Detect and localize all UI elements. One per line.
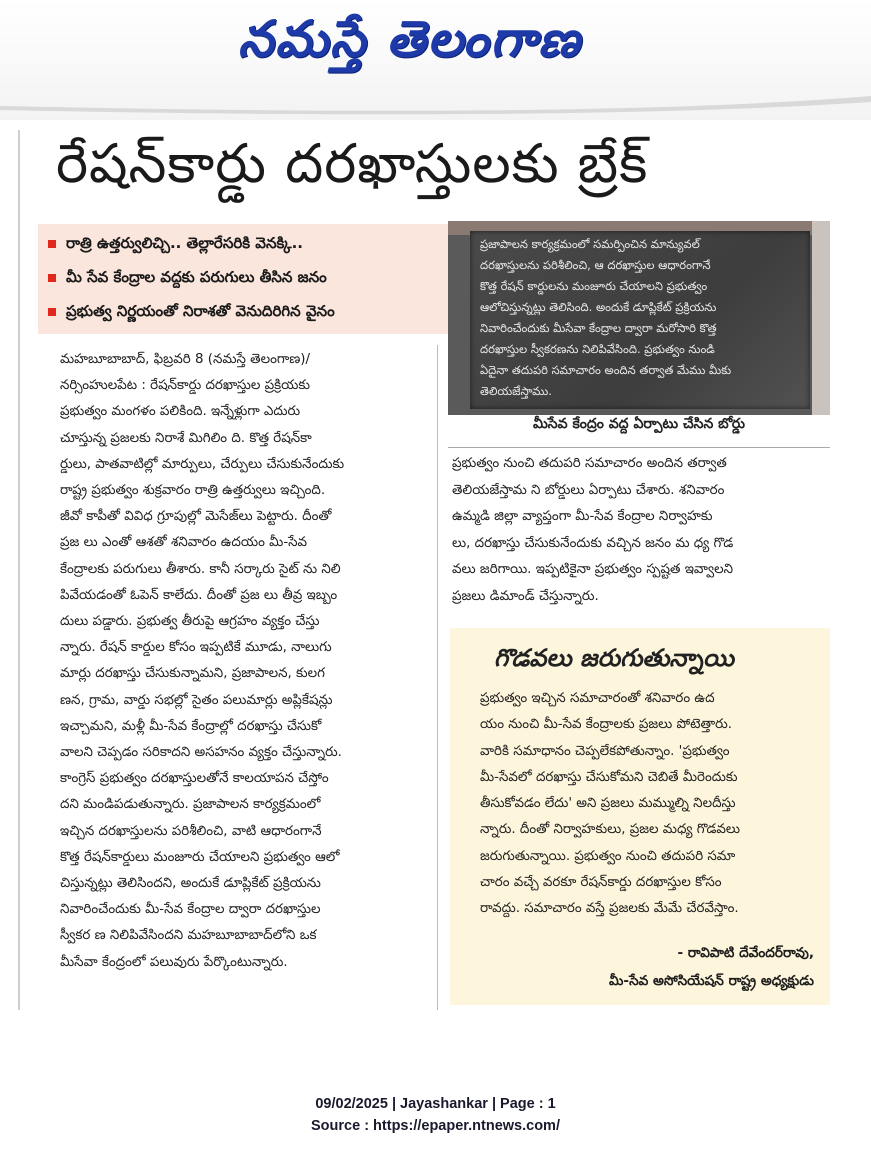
quote-box-title: గొడవలు జరుగుతున్నాయి bbox=[494, 644, 734, 672]
text-line: వాలని చెప్పడం సరికాదని అసహనం వ్యక్తం చేస్తున్నారు. bbox=[60, 745, 342, 761]
text-line: లు, దరఖాస్తు చేసుకునేందుకు వచ్చిన జనం మ ధ్య గొడ bbox=[452, 535, 734, 551]
text-line: తీసుకోవడం లేదు' అని ప్రజలు మమ్ముల్ని నిలదీస్తు bbox=[480, 796, 736, 812]
text-line: మీసేవా కేంద్రంలో పలువురు పేర్కొంటున్నారు. bbox=[60, 954, 288, 970]
column-divider bbox=[437, 345, 438, 1010]
quote-signature-name: - రావిపాటి దేవేందర్‌రావు, bbox=[677, 945, 814, 961]
text-line: ఇచ్చిన దరఖాస్తులను పరిశీలించి, వాటి ఆధారంగానే bbox=[60, 823, 322, 839]
text-line: పివేయడంతో ఓపెన్ కాలేదు. దీంతో ప్రజ లు తీవ్ర ఇబ్బం bbox=[60, 587, 338, 603]
text-line: స్వీకర ణ నిలిపివేసిందని మహబూబాబాద్‌లోని ఒక bbox=[60, 928, 317, 944]
text-line: కాంగ్రెస్ ప్రభుత్వం దరఖాస్తులతోనే కాలయాపన చేస్తోం bbox=[60, 771, 329, 787]
text-line: జరుగుతున్నాయి. ప్రభుత్వం నుంచి తదుపరి సమా bbox=[480, 848, 736, 864]
text-line: మార్లు దరఖాస్తు చేసుకున్నామని, ప్రజాపాలన, కులగ bbox=[60, 666, 325, 682]
newspaper-logo: నమస్తే తెలంగాణ bbox=[238, 10, 582, 68]
highlight-item: మీ సేవ కేంద్రాల వద్దకు పరుగులు తీసిన జనం bbox=[48, 268, 327, 290]
masthead-swoosh bbox=[0, 88, 871, 118]
quote-signature-title: మీ-సేవ అసోసియేషన్ రాష్ట్ర అధ్యక్షుడు bbox=[609, 973, 814, 989]
text-line: ప్రజలు డిమాండ్ చేస్తున్నారు. bbox=[452, 588, 599, 604]
photo-caption: మీసేవ కేంద్రం వద్ద ఏర్పాటు చేసిన బోర్డు bbox=[533, 416, 745, 432]
text-line: రాష్ట్ర ప్రభుత్వం శుక్రవారం రాత్రి ఉత్తర్వులు ఇచ్చింది. bbox=[60, 483, 326, 499]
text-line: ప్రభుత్వం నుంచి తదుపరి సమాచారం అందిన తర్వాత bbox=[452, 456, 727, 471]
text-line: కేంద్రాలకు పరుగులు తీశారు. కానీ సర్కారు సైట్ ను నిలి bbox=[60, 561, 341, 577]
text-line: వలు జరిగాయి. ఇప్పటికైనా ప్రభుత్వం స్పష్టత ఇవ్వాలని bbox=[452, 562, 733, 577]
text-line: నర్సింహులపేట : రేషన్‌కార్డు దరఖాస్తుల ప్రక్రియకు bbox=[60, 378, 311, 394]
page-footer bbox=[0, 1093, 871, 1137]
text-line: కొత్త రేషన్‌కార్డులు మంజూరు చేయాలని ప్రభుత్వం ఆలో bbox=[60, 849, 340, 865]
bullet-square-icon bbox=[48, 274, 56, 282]
footer-date-line: 09/02/2025 | Jayashankar | Page : 1 bbox=[315, 1096, 556, 1112]
text-line: రావద్దు. సమాచారం వస్తే ప్రజలకు మేమే చేరవేస్తాం. bbox=[480, 901, 739, 917]
text-line: దులు పడ్డారు. ప్రభుత్వ తీరుపై ఆగ్రహం వ్యక్తం చేస్తు bbox=[60, 614, 320, 630]
quote-box-body bbox=[480, 686, 816, 923]
text-line: తెలియజేస్తామ ని బోర్డులు ఏర్పాటు చేశారు. శనివారం bbox=[452, 482, 725, 498]
text-line: ఇచ్చామని, మళ్లీ మీ-సేవ కేంద్రాల్లో దరఖాస్తు చేసుకో bbox=[60, 718, 322, 734]
text-line: చూస్తున్న ప్రజలకు నిరాశే మిగిలిం ది. కొత్త రేషన్‌కా bbox=[60, 430, 312, 446]
text-line: మహబూబాబాద్, ఫిబ్రవరి 8 (నమస్తే తెలంగాణ)/ bbox=[60, 352, 310, 367]
text-line: ఉమ్మడి జిల్లా వ్యాప్తంగా మీ-సేవ కేంద్రాల నిర్వాహకు bbox=[452, 509, 713, 524]
text-line: ప్రభుత్వం మంగళం పలికింది. ఇన్నేళ్లుగా ఎదురు bbox=[60, 404, 301, 420]
highlight-item: రాత్రి ఉత్తర్వులిచ్చి.. తెల్లారేసరికి వెనక్కి.. bbox=[48, 234, 303, 256]
quote-box bbox=[450, 628, 830, 1005]
bullet-square-icon bbox=[48, 240, 56, 248]
text-line: యం నుంచి మీ-సేవ కేంద్రాలకు ప్రజలు పోటెత్తారు. bbox=[480, 717, 732, 733]
notice-board: ప్రజాపాలన కార్యక్రమంలో సమర్పించిన మాన్యువల్ దరఖాస్తులను పరిశీలించి, ఆ దరఖాస్తుల ఆధారంగానే కొత్త రేషన్ కార్డులను మంజూరు చేయాలని ప్రభుత్వం ఆలోచిస్తున్నట్లు తెలిసింది. అందుకే డూప్లికేట్ ప్రక్రియను నివారించేందుకు మీసేవా కేంద్రాల ద్వారా మరోసారి కొత్త దరఖాస్తుల స్వీకరణను నిలిపివేసింది. ప్రభుత్వం నుండి ఏదైనా తదుపరి సమాచారం అందిన తర్వాత మేము మీకు తెలియజేస్తాము. bbox=[470, 231, 810, 409]
text-line: న్నారు. దీంతో నిర్వాహకులు, ప్రజల మధ్య గొడవలు bbox=[480, 822, 741, 838]
highlight-item: ప్రభుత్వ నిర్ణయంతో నిరాశతో వెనుదిరిగిన వైనం bbox=[48, 302, 335, 324]
article-left-column bbox=[60, 347, 422, 976]
notice-board-photo bbox=[448, 221, 830, 415]
highlights-box bbox=[38, 224, 450, 334]
text-line: ప్రజ లు ఎంతో ఆశతో శనివారం ఉదయం మీ-సేవ bbox=[60, 535, 308, 551]
article-right-column bbox=[452, 451, 830, 610]
text-line: నివారించేందుకు మీ-సేవ కేంద్రాల ద్వారా దరఖాస్తుల bbox=[60, 902, 321, 918]
text-line: ర్డులు, పాతవాటిల్లో మార్పులు, చేర్పులు చేసుకునేందుకు bbox=[60, 456, 345, 472]
text-line: న్నారు. రేషన్ కార్డుల కోసం ఇప్పటికే మూడు, నాలుగు bbox=[60, 640, 332, 656]
bullet-square-icon bbox=[48, 308, 56, 316]
text-line: చిస్తున్నట్లు తెలిసిందని, అందుకే డూప్లికేట్ ప్రక్రియను bbox=[60, 876, 321, 892]
footer-source-line: Source : https://epaper.ntnews.com/ bbox=[311, 1118, 560, 1134]
article-headline: రేషన్‌కార్డు దరఖాస్తులకు బ్రేక్ bbox=[56, 132, 649, 195]
text-line: జీవో కాపీతో వివిధ గ్రూపుల్లో మెసేజ్‌లు పెట్టారు. దీంతో bbox=[60, 509, 332, 525]
text-line: ప్రభుత్వం ఇచ్చిన సమాచారంతో శనివారం ఉద bbox=[480, 691, 715, 706]
text-line: వారికి సమాధానం చెప్పలేకపోతున్నాం. 'ప్రభుత్వం bbox=[480, 743, 730, 759]
text-line: దని మండిపడుతున్నారు. ప్రజాపాలన కార్యక్రమంలో bbox=[60, 797, 321, 813]
masthead bbox=[0, 0, 871, 120]
text-line: ణన, గ్రామ, వార్డు సభల్లో సైతం పలుమార్లు అప్లికేషన్లు bbox=[60, 692, 333, 708]
text-line: చారం వచ్చే వరకూ రేషన్‌కార్డు దరఖాస్తుల కోసం bbox=[480, 875, 722, 891]
text-line: మీ-సేవలో దరఖాస్తు చేసుకోమని చెబితే మీరెందుకు bbox=[480, 769, 738, 785]
